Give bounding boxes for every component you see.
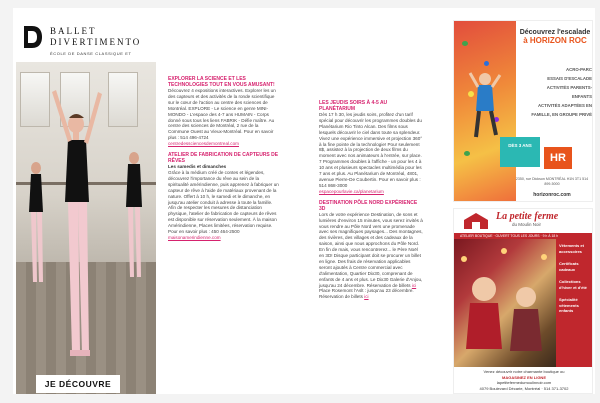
section-title: LES JEUDIS SOIRS À 4-5 AU PLANÉTARIUM: [319, 100, 388, 112]
list-item: ESSAIS D'ESCALADE: [547, 76, 592, 81]
dancer-illustration: [16, 62, 156, 394]
section-body: Lors de votre expérience Destination, de sons et lumières d'environ 15 minutes, vous serez invités à vous rendre au Pôle Nord vers une promenade avec ses magnifiques paysages... Des montagnes, des rivières, des villages et des cadeaux de la saison, ainsi que nous approchons du Pôle Nord. En fin de mais, vous rencontrerez... le Père Noël en 3D! Disque participant doit se procurer un billet en ligne. Des frais de réservation applicables seront ajoutés à Centre commercial avec d'alimentation, Quartier Dix30, comprenant de enfants de 4 ans et plus. Le Dix30 Galerie d'Anjou, jusqu'au 24 décembre. Réservation de billets: [319, 211, 423, 288]
magazine-page: [13, 8, 595, 394]
ferme-url[interactable]: lapetitefermedumoulinnoir.com: [496, 380, 552, 385]
horizon-roc-logo: HR: [544, 147, 572, 169]
escalade-url[interactable]: horizonroc.com: [533, 192, 571, 198]
reservation-link[interactable]: ici: [411, 282, 417, 288]
ferme-subtitle: du Moulin Noir: [512, 222, 542, 227]
ferme-title: La petite ferme: [496, 211, 559, 222]
section-title: EXPLORER LA SCIENCE ET LES TECHNOLOGIES TOUT EN VOUS AMUSANT!: [168, 76, 275, 88]
brand-line2: DIVERTIMENTO: [50, 37, 142, 47]
petite-ferme-advertisement[interactable]: [453, 208, 593, 394]
ferme-header: [454, 209, 593, 233]
list-item: Collections d'hiver et d'été: [559, 279, 587, 290]
escalade-title-line1: Découvrez l'escalade: [519, 29, 591, 36]
ferme-address: 4079 Boulevard Décarie, Montréal · 514 371-3702: [479, 385, 569, 391]
shop-online-link[interactable]: MAGASINEZ EN LIGNE: [501, 374, 546, 380]
escalade-activity-list: [530, 65, 592, 119]
ballet-logo-icon: [22, 24, 44, 50]
list-item: ACRO-PARC: [566, 67, 592, 72]
article-column-2: [319, 100, 424, 300]
section-body: Découvrez 4 expositions interactives. Explorer les un des capteurs et des activités de la ronde scientifique sur le cœur de l'action au centre des sciences de Montréal. EXPLORE - Le science en genre MINI-MONDO - L'espace des 4-7 ans HUMAIN - Corps donné sous tous les liens FABRIK - Défie maître. Au centre des sciences de Montréal, 2 rue de la Commune Ouest au Vieux-Montréal. Pour en savoir plus : 514 496-4724: [168, 88, 276, 141]
reservation-link[interactable]: ici: [364, 294, 369, 300]
science-centre-link[interactable]: centredessciencesdemontreal.com: [168, 141, 239, 147]
section-subtitle: Les samedis et dimanches: [168, 164, 227, 170]
ferme-foot-line: Venez découvrir notre charmante boutique ou: [483, 369, 565, 374]
section-body: Place Rosemont l'Aslt : jusqu'au 23 décembre. Réservation de billets: [319, 288, 414, 300]
ferme-side-panel: [556, 239, 593, 367]
list-item: Vêtements et accessoires: [559, 243, 584, 254]
section-title: DESTINATION PÔLE NORD EXPÉRIENCE 3D: [319, 199, 418, 212]
section-title: ATELIER DE FABRICATION DE CAPTEURS DE RÊVES: [168, 152, 279, 165]
list-item: ACTIVITÉS ADAPTÉES EN FAMILLE, EN GROUPE PRIVÉ: [531, 103, 592, 117]
section-body: Grâce à la médium créé de contes et légendes, découvrez l'importance du rêve au sein de la spiritualité amérindienne, puis apprenez à fabriquer un capteur de rêve à l'aide de matériaux provenant de la nature. Offert à 10 h, le samedi et le dimanche, en jusqu'au atelier conduit à adresse à toute la famille. Afin de respecter les mesures de distanciation physique, l'atelier de fabrication de capteurs de rêves est disponible sur réservation seulement. À la maison Amérindienne, Places limitées, réservation requise. Pour en savoir plus : 450 464-2500: [168, 169, 279, 235]
ballet-photo: [16, 62, 156, 394]
climber-icon: [468, 71, 502, 141]
children-photo-icon: [454, 239, 556, 367]
list-item: ACTIVITÉS PARENTS-ENFANTS: [546, 85, 592, 99]
escalade-title-line2: à HORIZON ROC: [523, 36, 587, 45]
section-body: Dès 17 h 30, les jeudis soirs, profitez d'un tarif spécial pour découvrir les programmes doubles du Planétarium Rio Tinto Alcan. Des films sous lesquels découvrir le ciel dans toute sa splendeur. Vivez une expérience immersive et projection 360° à la fine pointe de la technologie! Pour seulement 8$, assistez à la projection de deux films du moment avec nos animateurs à l'entrée, sur place. 7 Programmes doubles à l'affiche - un pour les 4 à 10 ans et plusieurs spectacles multimédia pour les 7 ans et plus. Au Planétarium de Montréal, 4801, avenue Pierre-De Coubertin. Pour en savoir plus : 514 868-3000: [319, 112, 423, 188]
escalade-title: [516, 29, 593, 45]
climbing-photo: [454, 21, 516, 202]
brand-line1: BALLET: [50, 26, 97, 36]
article-column-1: [168, 76, 280, 241]
list-item: Spécialité vêtements enfants: [559, 297, 579, 313]
planetarium-link[interactable]: espacepourlavie.ca/planetarium: [319, 188, 384, 194]
discover-button[interactable]: JE DÉCOUVRE: [36, 375, 120, 393]
ferme-photo: [454, 239, 556, 367]
brand-subtitle: ÉCOLE DE DANSE CLASSIQUE ET: [50, 51, 132, 56]
barn-icon: [462, 212, 490, 230]
list-item: Certificats cadeaux: [559, 261, 579, 272]
ballet-advertisement[interactable]: [16, 18, 156, 394]
age-badge: DÈS 3 ANS: [500, 137, 540, 167]
horizon-roc-advertisement[interactable]: [453, 20, 593, 202]
maison-amerindienne-link[interactable]: maisonamerindienne.com: [168, 234, 221, 240]
ballet-header: [16, 18, 156, 62]
escalade-address: 2350, rue Dickson MONTRÉAL H1N 3T1 514 899-5000: [515, 177, 589, 186]
ferme-info-bar: ATELIER BOUTIQUE · OUVERT TOUS LES JOURS · 9 h À 18 h: [454, 233, 593, 239]
ferme-footer: [454, 369, 593, 391]
